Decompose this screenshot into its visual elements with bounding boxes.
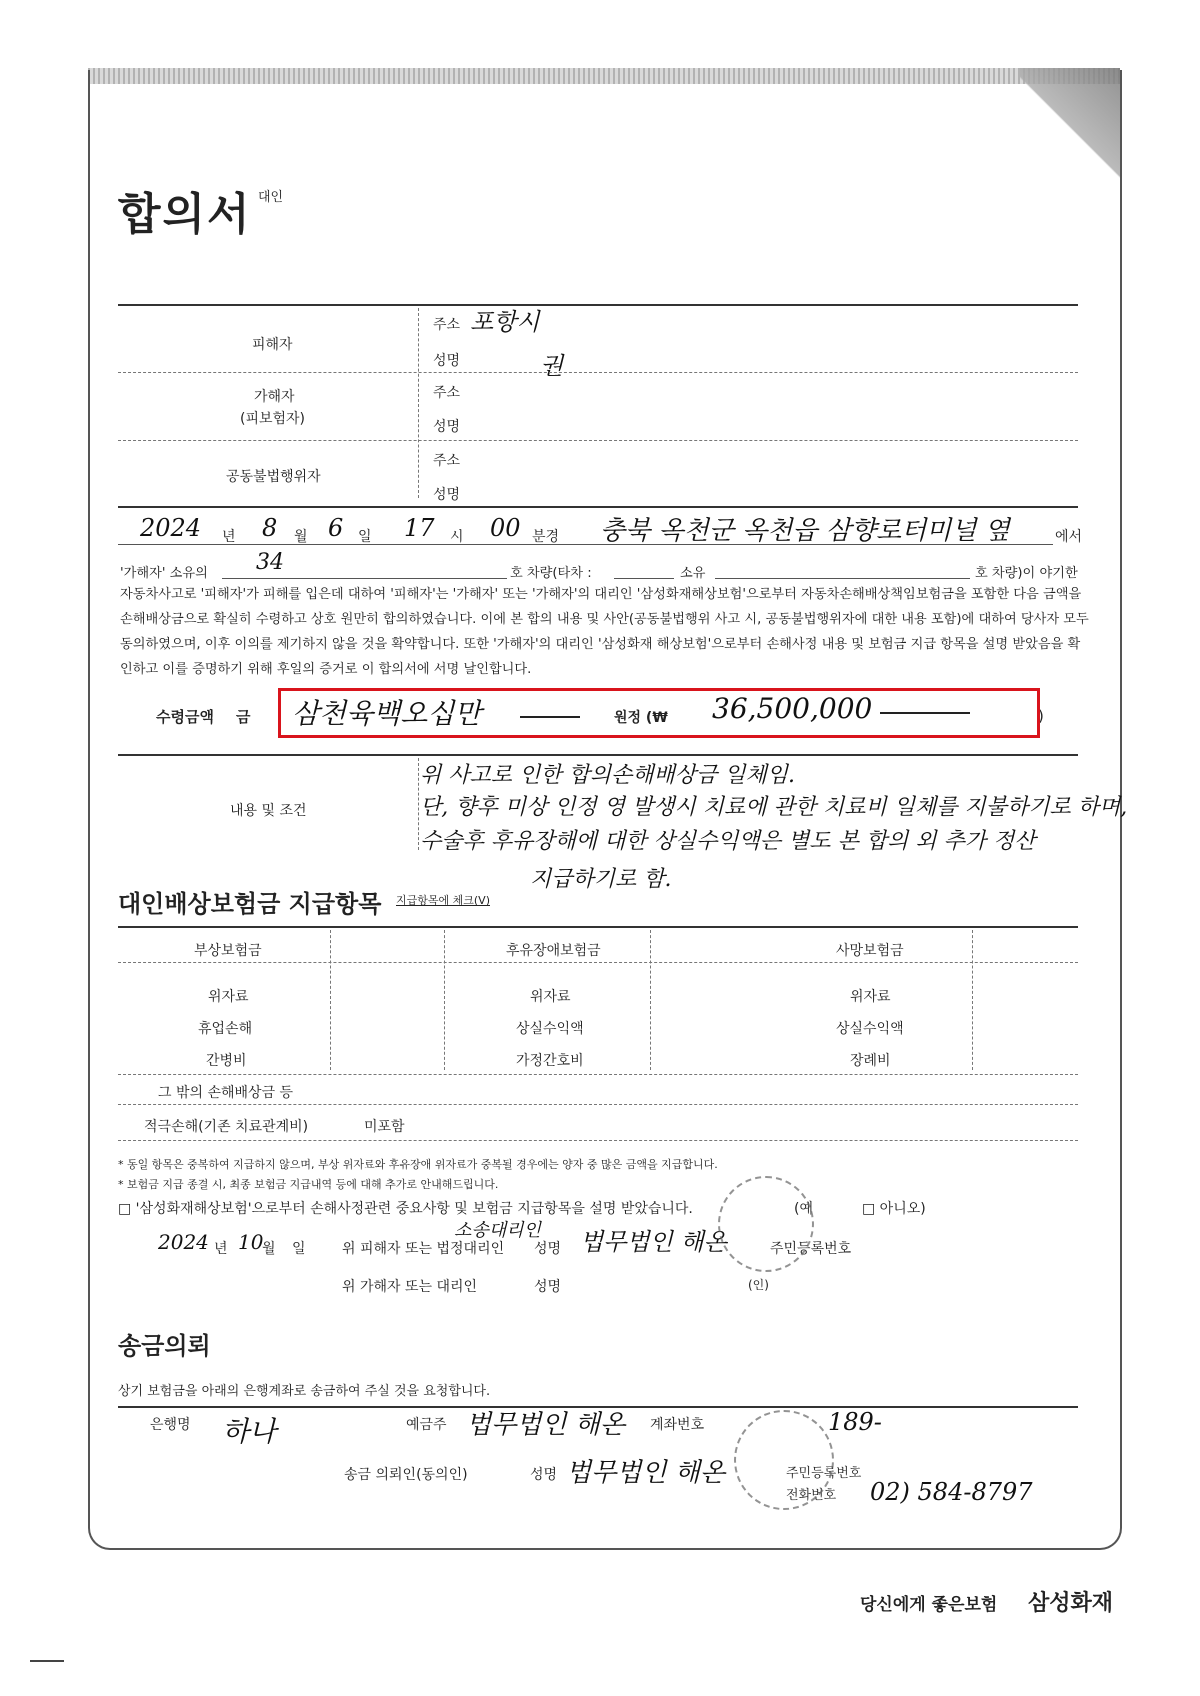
vehicle-suffix: 호 차량)이 야기한 (975, 566, 1078, 581)
amount-unit: 원정 (₩ (614, 710, 668, 726)
joint-address-label: 주소 (433, 453, 461, 469)
footer-brand: 삼성화재 (1028, 1591, 1114, 1616)
bank-label: 은행명 (150, 1417, 191, 1433)
year-unit: 년 (222, 529, 236, 545)
minute-unit: 분경 (532, 529, 560, 545)
row-rule (118, 440, 1078, 441)
perp-rep-label: 위 가해자 또는 대리인 (342, 1279, 478, 1295)
accident-day: 6 (328, 514, 344, 542)
sign-year-unit: 년 (214, 1241, 228, 1257)
remit-title: 송금의뢰 (118, 1332, 211, 1360)
items-row-rule (118, 1074, 1078, 1075)
agreement-text: 자동차사고로 '피해자'가 피해를 입은데 대하여 '피해자'는 '가해자' 또는 '가해자'의 대리인 '삼성화재해상보험'으로부터 자동차손해배상책임보험금을 포함한 다음 금액을 손해배상금으로 확실히 수령하고 상호 원만히 합의하였습니다. 이에 본 합의 내용 및 사안(공동불법행위 사고 시, 공동불법행위자에 대한 내용 포함)에 대하여 당사자 모두 동의하였으며, 이후 이의를 제기하지 않을 것을 확약합니다. 또한 '가해자'의 대리인 '삼성화재 해상보험'으로부터 손해사정 내용 및 보험금 지급 항목을 설명 받았음을 확인하고 이를 증명하기 위해 후일의 증거로 이 합의서에 서명 날인합니다. (120, 587, 1089, 677)
perpetrator-sub-label: (피보험자) (240, 411, 306, 427)
conditions-line: 지급하기로 함. (530, 867, 672, 892)
sign-name-value: 법무법인 해온 (580, 1228, 727, 1256)
amount-korean: 삼천육백오십만 (292, 697, 482, 730)
payment-items-title: 대인배상보험금 지급항목 (118, 890, 382, 918)
other-owner-underline (715, 578, 970, 579)
items-divider (650, 930, 651, 1070)
active-damages-label: 적극손해(기존 치료관계비) (144, 1119, 309, 1135)
remit-request: 상기 보험금을 아래의 은행계좌로 송금하여 주실 것을 요청합니다. (118, 1384, 491, 1399)
requester-label: 송금 의뢰인(동의인) (344, 1467, 468, 1483)
accident-underline (118, 544, 1053, 545)
confirm-no: □ 아니오) (862, 1201, 926, 1217)
items-divider (972, 930, 973, 1070)
items-row-rule (118, 1104, 1078, 1105)
sign-name-label: 성명 (534, 1279, 562, 1295)
amount-prefix: 금 (236, 708, 251, 726)
victim-label: 피해자 (252, 337, 293, 353)
joint-name-label: 성명 (433, 487, 461, 503)
bank-value: 하나 (222, 1415, 277, 1448)
sign-seal-label: (인) (748, 1278, 769, 1292)
requester-name-label: 성명 (530, 1467, 558, 1483)
phone-value: 02) 584-8797 (870, 1478, 1033, 1506)
holder-value: 법무법인 해온 (466, 1410, 625, 1440)
requester-reg-no: 주민등록번호 (786, 1466, 862, 1481)
col-injury: 부상보험금 (194, 943, 262, 959)
note-line: * 보험금 지급 종결 시, 최종 보험금 지급내역 등에 대해 추가로 안내해드립니다. (118, 1178, 499, 1191)
row-rule (118, 372, 1078, 373)
perpetrator-address-label: 주소 (433, 385, 461, 401)
conditions-line: 수술후 후유장해에 대한 상실수익액은 별도 본 합의 외 추가 정산 (420, 829, 1036, 854)
victim-address-label: 주소 (433, 317, 461, 333)
item-cell: 상실수익액 (516, 1021, 584, 1037)
sign-month: 10 (238, 1230, 264, 1254)
sign-name-label: 성명 (534, 1241, 562, 1257)
victim-address-value: 포항시 (470, 308, 540, 336)
payment-items-note: 지급항목에 체크(V) (396, 894, 490, 907)
item-cell: 위자료 (850, 989, 891, 1005)
accident-hour: 17 (404, 514, 435, 542)
conditions-line: 위 사고로 인한 합의손해배상금 일체임. (420, 763, 795, 788)
scan-mark (30, 1660, 64, 1662)
vehicle-mid: 호 차량(타차 : (510, 566, 592, 581)
items-top-rule (118, 926, 1078, 928)
accident-minute: 00 (490, 514, 521, 542)
item-cell: 휴업손해 (198, 1021, 253, 1037)
items-header-rule (118, 962, 1078, 963)
account-value: 189- (828, 1408, 882, 1436)
amount-close: ) (1038, 707, 1044, 725)
conditions-top-rule (118, 754, 1078, 756)
sign-reg-no: 주민등록번호 (770, 1241, 852, 1257)
active-damages-value: 미포함 (364, 1119, 405, 1135)
victim-name-label: 성명 (433, 353, 461, 369)
rep-value: 소송대리인 (454, 1220, 541, 1241)
sign-month-unit: 월 (262, 1241, 276, 1257)
table-bottom-rule (118, 506, 1078, 508)
note-line: * 동일 항목은 중복하여 지급하지 않으며, 부상 위자료와 후유장애 위자료가 중복될 경우에는 양자 중 많은 금액을 지급합니다. (118, 1158, 718, 1171)
other-vehicle-underline (614, 578, 674, 579)
victim-name-value: 권 (540, 352, 564, 380)
victim-rep-label: 위 피해자 또는 법정대리인 (342, 1241, 505, 1257)
owner-prefix: '가해자' 소유의 (120, 566, 208, 581)
holder-label: 예금주 (406, 1417, 447, 1433)
amount-label: 수령금액 (156, 708, 214, 726)
other-damages-label: 그 밖의 손해배상금 등 (158, 1085, 294, 1101)
items-bottom-rule (118, 1140, 1078, 1141)
seal-stamp-icon (734, 1410, 837, 1510)
col-disability: 후유장애보험금 (506, 943, 601, 959)
col-death: 사망보험금 (836, 943, 904, 959)
perpetrator-name-label: 성명 (433, 419, 461, 435)
accident-location: 충북 옥천군 옥천읍 삼향로터미널 옆 (600, 516, 1010, 546)
location-suffix: 에서 (1055, 529, 1083, 545)
item-cell: 가정간호비 (516, 1053, 584, 1069)
item-cell: 장례비 (850, 1053, 891, 1069)
phone-label: 전화번호 (786, 1488, 837, 1503)
items-divider (330, 930, 331, 1070)
party-divider (418, 308, 419, 498)
other-owner: 소유 (680, 566, 706, 581)
vehicle-number: 34 (256, 550, 284, 575)
accident-month: 8 (262, 514, 278, 542)
amount-numeric: 36,500,000 (712, 692, 873, 725)
page-subtitle: 대인 (258, 190, 284, 205)
page-title: 합의서 (118, 189, 252, 240)
vehicle-underline (222, 578, 507, 579)
item-cell: 간병비 (206, 1053, 247, 1069)
item-cell: 위자료 (208, 989, 249, 1005)
joint-label: 공동불법행위자 (226, 469, 321, 485)
items-divider (444, 930, 445, 1070)
sign-year: 2024 (158, 1230, 209, 1254)
conditions-label: 내용 및 조건 (230, 803, 307, 819)
seal-stamp-icon (718, 1176, 814, 1272)
item-cell: 위자료 (530, 989, 571, 1005)
confirm-text: □ '삼성화재해상보험'으로부터 손해사정관련 중요사항 및 보험금 지급항목을 설명 받았습니다. (118, 1201, 693, 1217)
perpetrator-label: 가해자 (254, 389, 295, 405)
sign-day-unit: 일 (292, 1241, 306, 1257)
amount-highlight-box (278, 688, 1040, 738)
accident-year: 2024 (140, 514, 202, 542)
day-unit: 일 (358, 529, 372, 545)
month-unit: 월 (294, 529, 308, 545)
footer-slogan: 당신에게 좋은보험 (860, 1595, 998, 1615)
conditions-line: 단, 향후 미상 인정 영 발생시 치료에 관한 치료비 일체를 지불하기로 하며, (420, 795, 1128, 820)
requester-name-value: 법무법인 해온 (566, 1458, 725, 1488)
confirm-yes: (예 (794, 1201, 813, 1217)
conditions-divider (418, 758, 419, 850)
table-top-rule (118, 304, 1078, 306)
item-cell: 상실수익액 (836, 1021, 904, 1037)
hour-unit: 시 (450, 529, 464, 545)
account-label: 계좌번호 (650, 1417, 705, 1433)
